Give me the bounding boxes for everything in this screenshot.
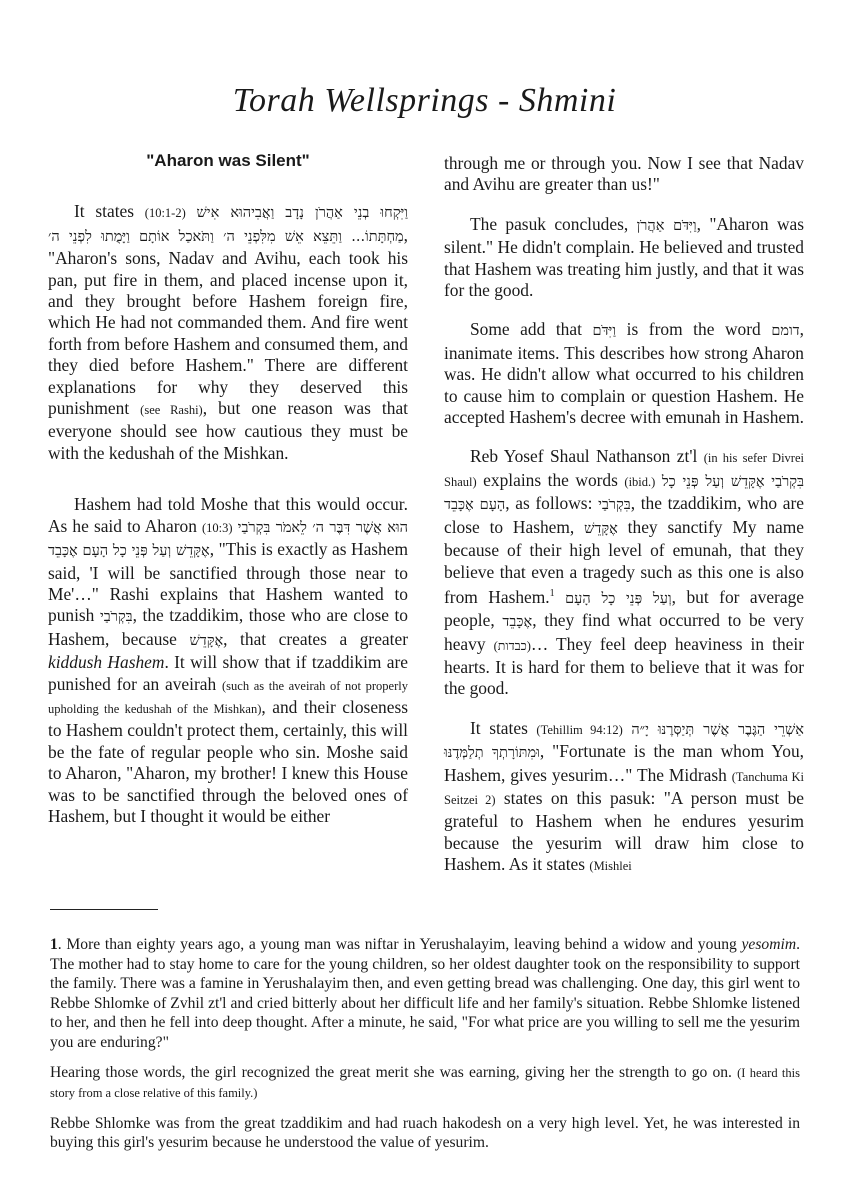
footnote-paragraph: Rebbe Shlomke was from the great tzaddikim and had ruach hakodesh on a very high level. Yet, he was interested in buying this girl's yesurim because he understood the value of yesurim. bbox=[50, 1114, 800, 1152]
hebrew-quote: וַיִּקְחוּ בְנֵי אַהֲרֹן נָדָב וַאֲבִיהוּא אִישׁ מַחְתָּתוֹ... וַתֵּצֵא אֵשׁ מִלִּפְנֵי ה׳ וַתֹּאכַל אוֹתָם וַיָּמֻתוּ לִפְנֵי ה׳ bbox=[48, 205, 408, 245]
hebrew-quote: הוּא אֲשֶׁר דִּבֶּר ה׳ לֵאמֹר בִּקְרֹבַי אֶקָּדֵשׁ וְעַל פְּנֵי כָל הָעָם אֶכָּבֵד bbox=[48, 519, 408, 560]
footnote-divider bbox=[50, 909, 158, 910]
footnote-number: 1 bbox=[50, 936, 58, 953]
footnote-paragraph: Hearing those words, the girl recognized the great merit she was earning, giving her the strength to go on. (I heard this story from a close relative of this family.) bbox=[50, 1063, 800, 1101]
right-column bbox=[444, 153, 804, 878]
paragraph: Some add that וַיִּדֹּם is from the word דומם, inanimate items. This describes how strong Aharon was. He didn't allow what occurred to his children to cause him to complain or question Hashem. He accepted Hashem's decree with emunah in Hashem. bbox=[444, 319, 804, 428]
paragraph: It states (Tehillim 94:12) אַשְׁרֵי הַגֶּבֶר אֲשֶׁר תְּיַסְּרֶנּוּ יָ״ה וּמִתּוֹרָתְךָ תְלַמְּדֶנּוּ, "Fortunate is the man whom You, Hashem, gives yesurim…" The Midrash (Tanchuma Ki Seitzei 2) states on this pasuk: "A person must be grateful to Hashem when he endures yesurim because the yesurim will draw him close to Hashem. As it states (Mishlei bbox=[444, 717, 804, 875]
paragraph: through me or through you. Now I see that Nadav and Avihu are greater than us!" bbox=[444, 153, 804, 195]
left-column bbox=[48, 150, 408, 845]
footnote bbox=[50, 935, 800, 1163]
paragraph: Reb Yosef Shaul Nathanson zt'l (in his sefer Divrei Shaul) explains the words (ibid.) בִּקְרֹבַי אֶקָּדֵשׁ וְעַל פְּנֵי כָל הָעָם אֶכָּבֵד, as follows: בִּקְרֹבַי, the tzaddikim, who are close to Hashem, אֶקָּדֵשׁ they sanctify My name because of their high level of emunah, that they believe that even a tragedy such as this one is also from Hashem.$^1$ וְעַל פְּנֵי כָל הָעָם, but for average people, אֶכָּבֵד, they find what occurred to be very heavy (כבדות)… They feel deep heaviness in their hearts. It is hard for them to believe that it was for the good. bbox=[444, 446, 804, 699]
page-title: Torah Wellsprings - Shmini bbox=[232, 82, 617, 119]
footnote-ref: 1 bbox=[549, 587, 555, 599]
paragraph: The pasuk concludes, וַיִּדֹּם אַהֲרֹן, "Aharon was silent." He didn't complain. He believed and trusted that Hashem was treating him justly, and that it was for the good. bbox=[444, 213, 804, 301]
footnote-paragraph: 1. More than eighty years ago, a young man was niftar in Yerushalayim, leaving behind a widow and young yesomim. The mother had to stay home to care for the young children, so her oldest daughter took on the responsibility to support the family. There was a famine in Yerushalayim then, and even getting bread was challenging. One day, this girl went to Rebbe Shlomke of Zvhil zt'l and cried bitterly about her difficult life and her family's situation. Rebbe Shlomke listened to her, and then he fell into deep thought. After a minute, he said, "For what price are you willing to sell me the yesurim you are enduring?" bbox=[50, 936, 800, 1051]
paragraph: It states (10:1-2) וַיִּקְחוּ בְנֵי אַהֲרֹן נָדָב וַאֲבִיהוּא אִישׁ מַחְתָּתוֹ... וַתֵּצֵא אֵשׁ מִלִּפְנֵי ה׳ וַתֹּאכַל אוֹתָם וַיָּמֻתוּ לִפְנֵי ה׳, "Aharon's sons, Nadav and Avihu, each took his pan, put fire in them, and placed incense upon it, and they brought before Hashem foreign fire, which He had not commanded them. And fire went forth from before Hashem and consumed them, and they died before Hashem." There are different explanations for why they deserved this punishment (see Rashi), but one reason was that everyone should see how cautious they must be with the kedushah of the Mishkan. bbox=[48, 201, 408, 463]
section-heading: "Aharon was Silent" bbox=[146, 151, 310, 170]
paragraph: Hashem had told Moshe that this would occur. As he said to Aharon (10:3) הוּא אֲשֶׁר דִּבֶּר ה׳ לֵאמֹר בִּקְרֹבַי אֶקָּדֵשׁ וְעַל פְּנֵי כָל הָעָם אֶכָּבֵד, "This is exactly as Hashem said, 'I will be sanctified through those near to Me'…" Rashi explains that Hashem wanted to punish בִּקְרֹבַי, the tzaddikim, those who are close to Hashem, because אֶקָּדֵשׁ, that creates a greater kiddush Hashem. It will show that if tzaddikim are punished for an aveirah (such as the aveirah of not properly upholding the kedushah of the Mishkan), and their closeness to Hashem couldn't protect them, certainly, this will be the fate of regular people who sin. Moshe said to Aharon, "Aharon, my brother! I knew this House was to be sanctified through the beloved ones of Hashem, but I thought it would be either bbox=[48, 494, 409, 826]
